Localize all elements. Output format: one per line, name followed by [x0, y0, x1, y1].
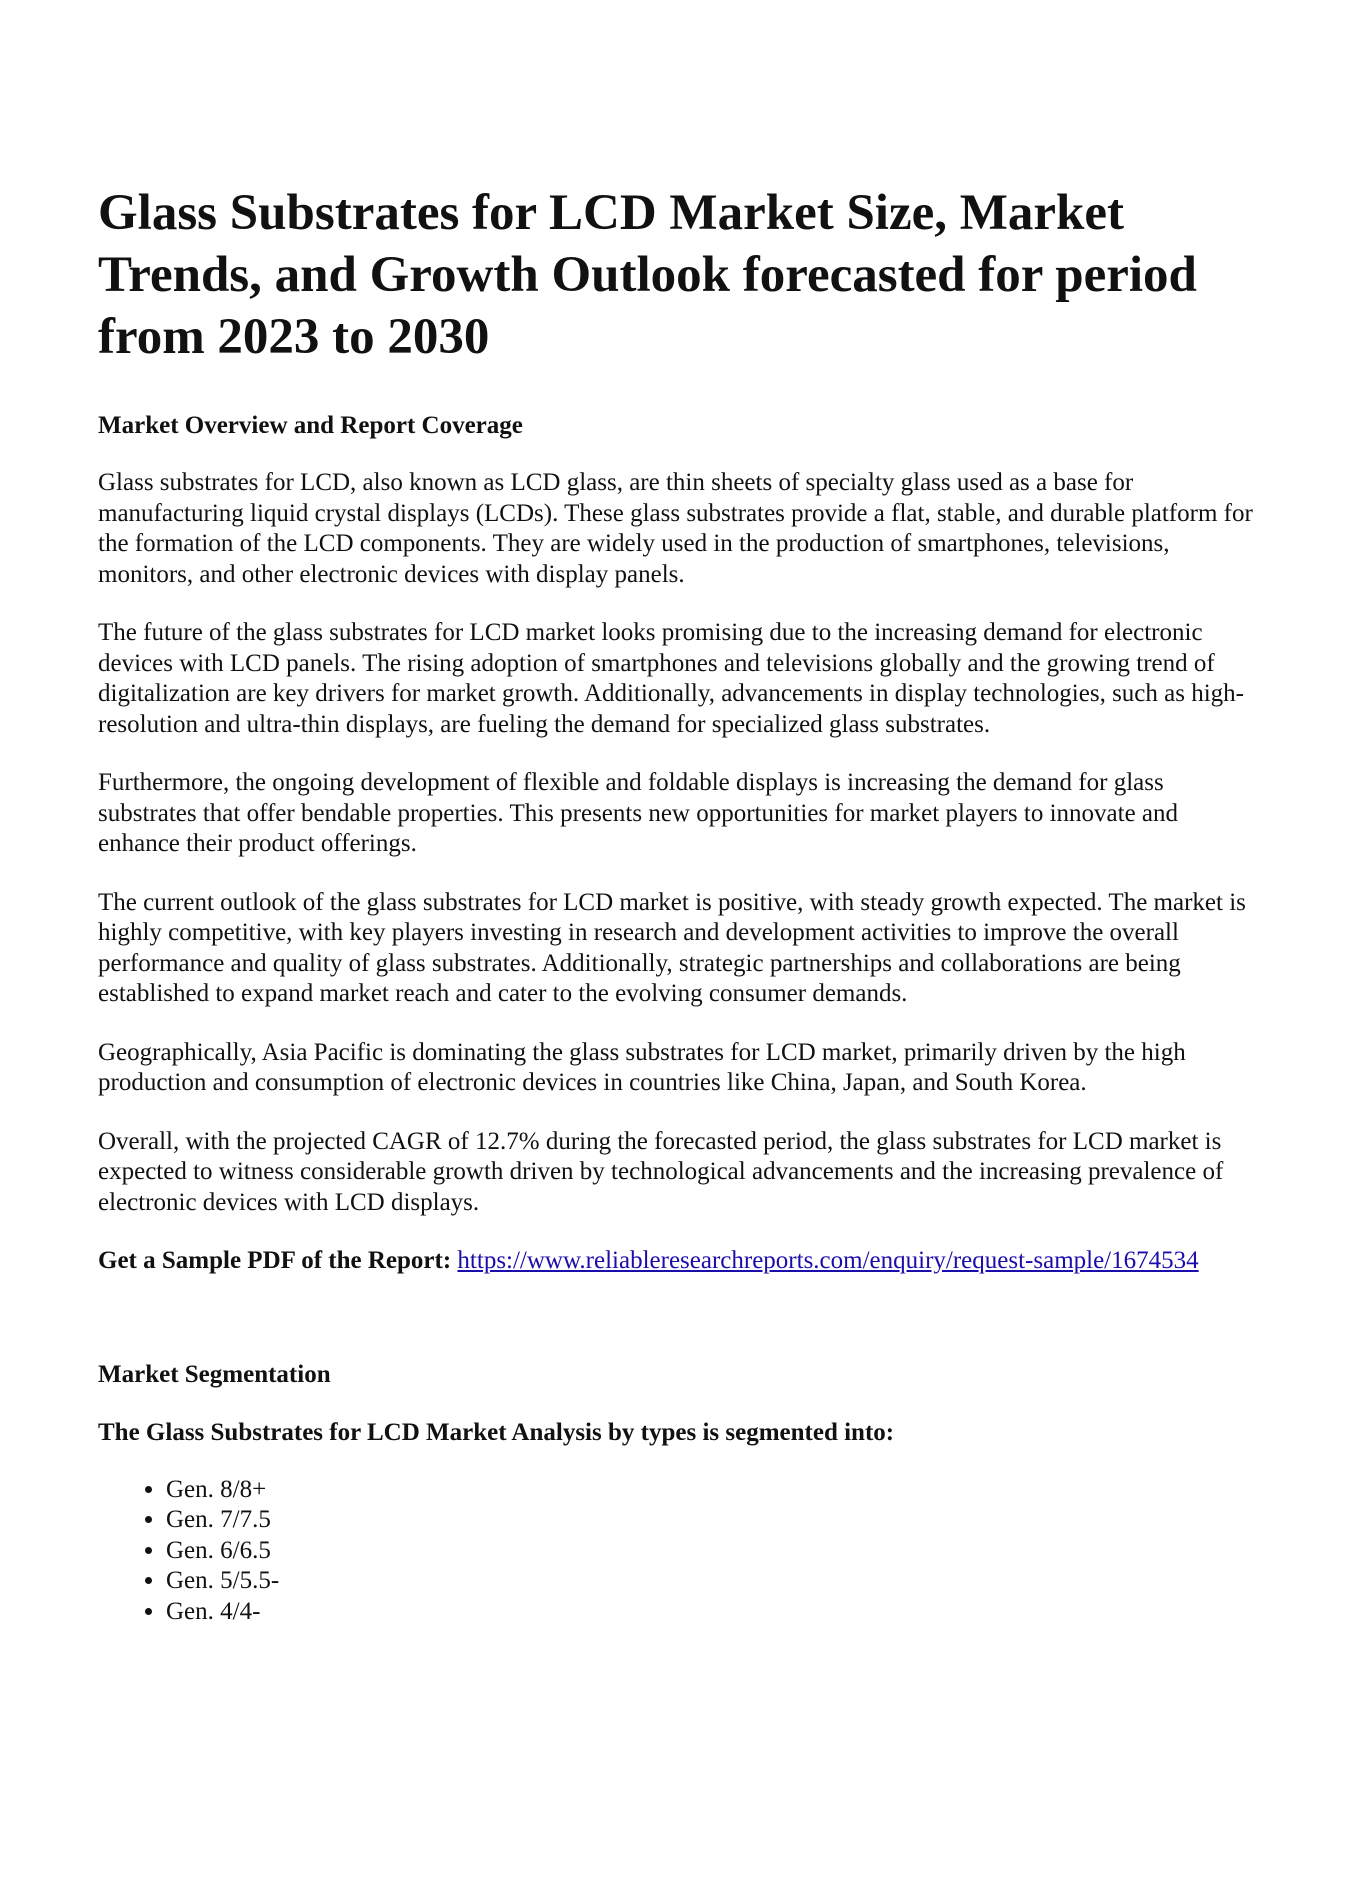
- paragraph-cagr: Overall, with the projected CAGR of 12.7% during the forecasted period, the glass substrates for LCD market is expected to witness considerable growth driven by technological advancements and the increasing prevalence of electronic devices with LCD displays.: [98, 1127, 1224, 1216]
- list-item: • Gen. 4/4-: [166, 1597, 1258, 1628]
- document-page: [98, 182, 1258, 1627]
- paragraph-geography: Geographically, Asia Pacific is dominating the glass substrates for LCD market, primarily driven by the high production and consumption of electronic devices in countries like China, Japan, and South Korea.: [98, 1038, 1186, 1096]
- overview-heading: Market Overview and Report Coverage: [98, 412, 523, 439]
- list-item: • Gen. 6/6.5: [166, 1536, 1258, 1567]
- sample-pdf-link[interactable]: https://www.reliableresearchreports.com/enquiry/request-sample/1674534: [457, 1247, 1199, 1274]
- page-title: Glass Substrates for LCD Market Size, Market Trends, and Growth Outlook forecasted for period from 2023 to 2030: [98, 185, 1197, 365]
- sample-pdf-label: Get a Sample PDF of the Report:: [98, 1247, 452, 1274]
- paragraph-definition: Glass substrates for LCD, also known as LCD glass, are thin sheets of specialty glass used as a base for manufacturing liquid crystal displays (LCDs). These glass substrates provide a flat, stable, and durable platform for the formation of the LCD components. They are widely used in the production of smartphones, televisions, monitors, and other electronic devices with display panels.: [98, 469, 1253, 588]
- section-spacer: [98, 1277, 1258, 1359]
- paragraph-future: The future of the glass substrates for LCD market looks promising due to the increasing demand for electronic devices with LCD panels. The rising adoption of smartphones and televisions globally and the growing trend of digitalization are key drivers for market growth. Additionally, advancements in display technologies, such as high-resolution and ultra-thin displays, are fueling the demand for specialized glass substrates.: [98, 619, 1244, 738]
- paragraph-flexible-displays: Furthermore, the ongoing development of flexible and foldable displays is increasing the demand for glass substrates that offer bendable properties. This presents new opportunities for market players to innovate and enhance their product offerings.: [98, 769, 1179, 857]
- sample-pdf-line: [98, 1246, 1258, 1277]
- types-list: [98, 1475, 1258, 1628]
- list-item: • Gen. 8/8+: [166, 1475, 1258, 1506]
- segmentation-heading: Market Segmentation: [98, 1360, 331, 1388]
- types-heading: The Glass Substrates for LCD Market Analysis by types is segmented into:: [98, 1418, 895, 1446]
- list-item: • Gen. 7/7.5: [166, 1505, 1258, 1536]
- paragraph-current-outlook: The current outlook of the glass substrates for LCD market is positive, with steady growth expected. The market is highly competitive, with key players investing in research and development activities to improve the overall performance and quality of glass substrates. Additionally, strategic partnerships and collaborations are being established to expand market reach and cater to the evolving consumer demands.: [98, 888, 1246, 1007]
- list-item: • Gen. 5/5.5-: [166, 1566, 1258, 1597]
